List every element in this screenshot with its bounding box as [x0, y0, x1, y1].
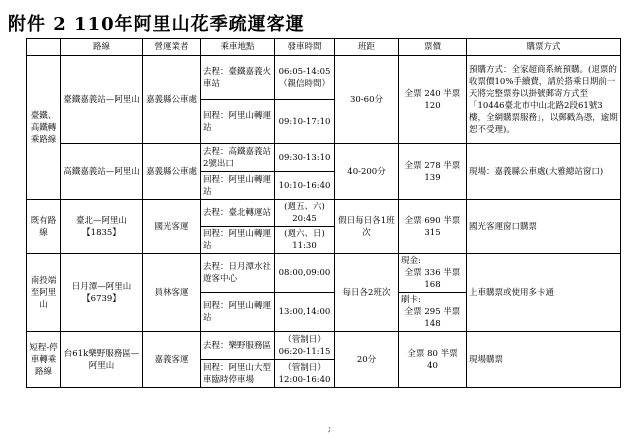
route-name: 臺北—阿里山【1835】 — [61, 200, 143, 254]
stop-return: 回程：阿里山大型車臨時停車場 — [201, 360, 275, 388]
group-label-existing: 既有路線 — [27, 200, 61, 254]
table-row — [27, 332, 621, 360]
header-interval: 班距 — [335, 39, 399, 56]
route-name: 台61k樂野服務區—阿里山 — [61, 332, 143, 388]
time-return: 13:00,14:00 — [275, 293, 335, 332]
stop-return: 回程：阿里山轉運站 — [201, 100, 275, 144]
time-return-days: (週六、日) — [284, 229, 325, 239]
stop-return: 回程：阿里山轉運站 — [201, 227, 275, 254]
stop-return: 回程：阿里山轉運站 — [201, 172, 275, 200]
fare-cash-label: 現金: — [401, 256, 421, 266]
group-label-shortrange: 短程-停車轉乘路線 — [27, 332, 61, 388]
header-stop: 乘車地點 — [201, 39, 275, 56]
table-row — [27, 254, 621, 293]
stop-outbound: 去程：臺北轉運站 — [201, 200, 275, 227]
fare-card-label: 刷卡: — [401, 295, 421, 305]
time-return — [275, 227, 335, 254]
operator-name: 員林客運 — [143, 254, 201, 332]
buy-method: 上車購票或使用多卡通 — [467, 254, 621, 332]
group-label-rail: 臺鐵、高鐵轉乘路線 — [27, 56, 61, 200]
operator-name: 嘉義縣公車處 — [143, 144, 201, 200]
stop-outbound: 去程：高鐵嘉義站2號出口 — [201, 144, 275, 172]
group-label-nantou: 南投端至阿里山 — [27, 254, 61, 332]
table-row — [27, 200, 621, 227]
table-row — [27, 56, 621, 100]
document-title: 附件 2 110年阿里山花季疏運客運 — [8, 14, 305, 35]
time-return-value: 11:30 — [292, 241, 317, 251]
operator-name: 嘉義客運 — [143, 332, 201, 388]
buy-method-onsite: 現場：嘉義縣公車處(大雅總站窗口) — [467, 144, 621, 200]
time-outbound — [275, 200, 335, 227]
header-group — [27, 39, 61, 56]
stop-outbound: 去程：日月潭水社遊客中心 — [201, 254, 275, 293]
time-outbound-value: 20:45 — [292, 214, 317, 224]
buy-method: 現場購票 — [467, 332, 621, 388]
stop-return: 回程：阿里山轉運站 — [201, 293, 275, 332]
time-outbound: （管制日）06:20-11:15 — [275, 332, 335, 360]
header-operator: 營運業者 — [143, 39, 201, 56]
fare: 全票 80 半票 40 — [399, 332, 467, 388]
interval: 40-200分 — [335, 144, 399, 200]
route-name: 高鐵嘉義站—阿里山 — [61, 144, 143, 200]
buy-method-preorder: 預購方式：全家超商系統預購。(退票的收票價10%手續費，請於搭乘日期前一天將完整票券以掛號郵寄方式至「10446臺北市中山北路2段61號3樓，全網購票服務」，以郵戳為憑，逾期恕不受理)。 — [467, 56, 621, 144]
operator-name: 嘉義縣公車處 — [143, 56, 201, 144]
fare-card-value: 全票 295 半票 148 — [404, 307, 461, 329]
buy-method: 國光客運窗口購票 — [467, 200, 621, 254]
fare: 全票 240 半票 120 — [399, 56, 467, 144]
time-outbound: 09:30-13:10 — [275, 144, 335, 172]
fare-card — [399, 293, 467, 332]
stop-outbound: 去程：樂野服務區 — [201, 332, 275, 360]
fare-cash-value: 全票 336 半票 168 — [404, 268, 461, 290]
header-row — [27, 39, 621, 56]
time-outbound-days: (週五、六) — [284, 202, 325, 212]
route-name: 臺鐵嘉義站—阿里山 — [61, 56, 143, 144]
header-route: 路線 — [61, 39, 143, 56]
table-row — [27, 144, 621, 172]
page-mark: ; — [328, 424, 331, 433]
time-outbound: 06:05-14:05（親信時間） — [275, 56, 335, 100]
time-return: （管制日）12:00-16:40 — [275, 360, 335, 388]
header-fare: 票價 — [399, 39, 467, 56]
header-time: 發車時間 — [275, 39, 335, 56]
route-name: 日月潭—阿里山【6739】 — [61, 254, 143, 332]
interval: 20分 — [335, 332, 399, 388]
interval: 假日每日各1班次 — [335, 200, 399, 254]
fare-cash — [399, 254, 467, 293]
schedule-table — [26, 38, 621, 388]
interval: 每日各2班次 — [335, 254, 399, 332]
interval: 30-60分 — [335, 56, 399, 144]
stop-outbound: 去程：臺鐵嘉義火車站 — [201, 56, 275, 100]
header-buy: 購票方式 — [467, 39, 621, 56]
time-outbound: 08:00,09:00 — [275, 254, 335, 293]
fare: 全票 278 半票 139 — [399, 144, 467, 200]
time-return: 09:10-17:10 — [275, 100, 335, 144]
operator-name: 國光客運 — [143, 200, 201, 254]
time-return: 10:10-16:40 — [275, 172, 335, 200]
fare: 全票 690 半票 315 — [399, 200, 467, 254]
